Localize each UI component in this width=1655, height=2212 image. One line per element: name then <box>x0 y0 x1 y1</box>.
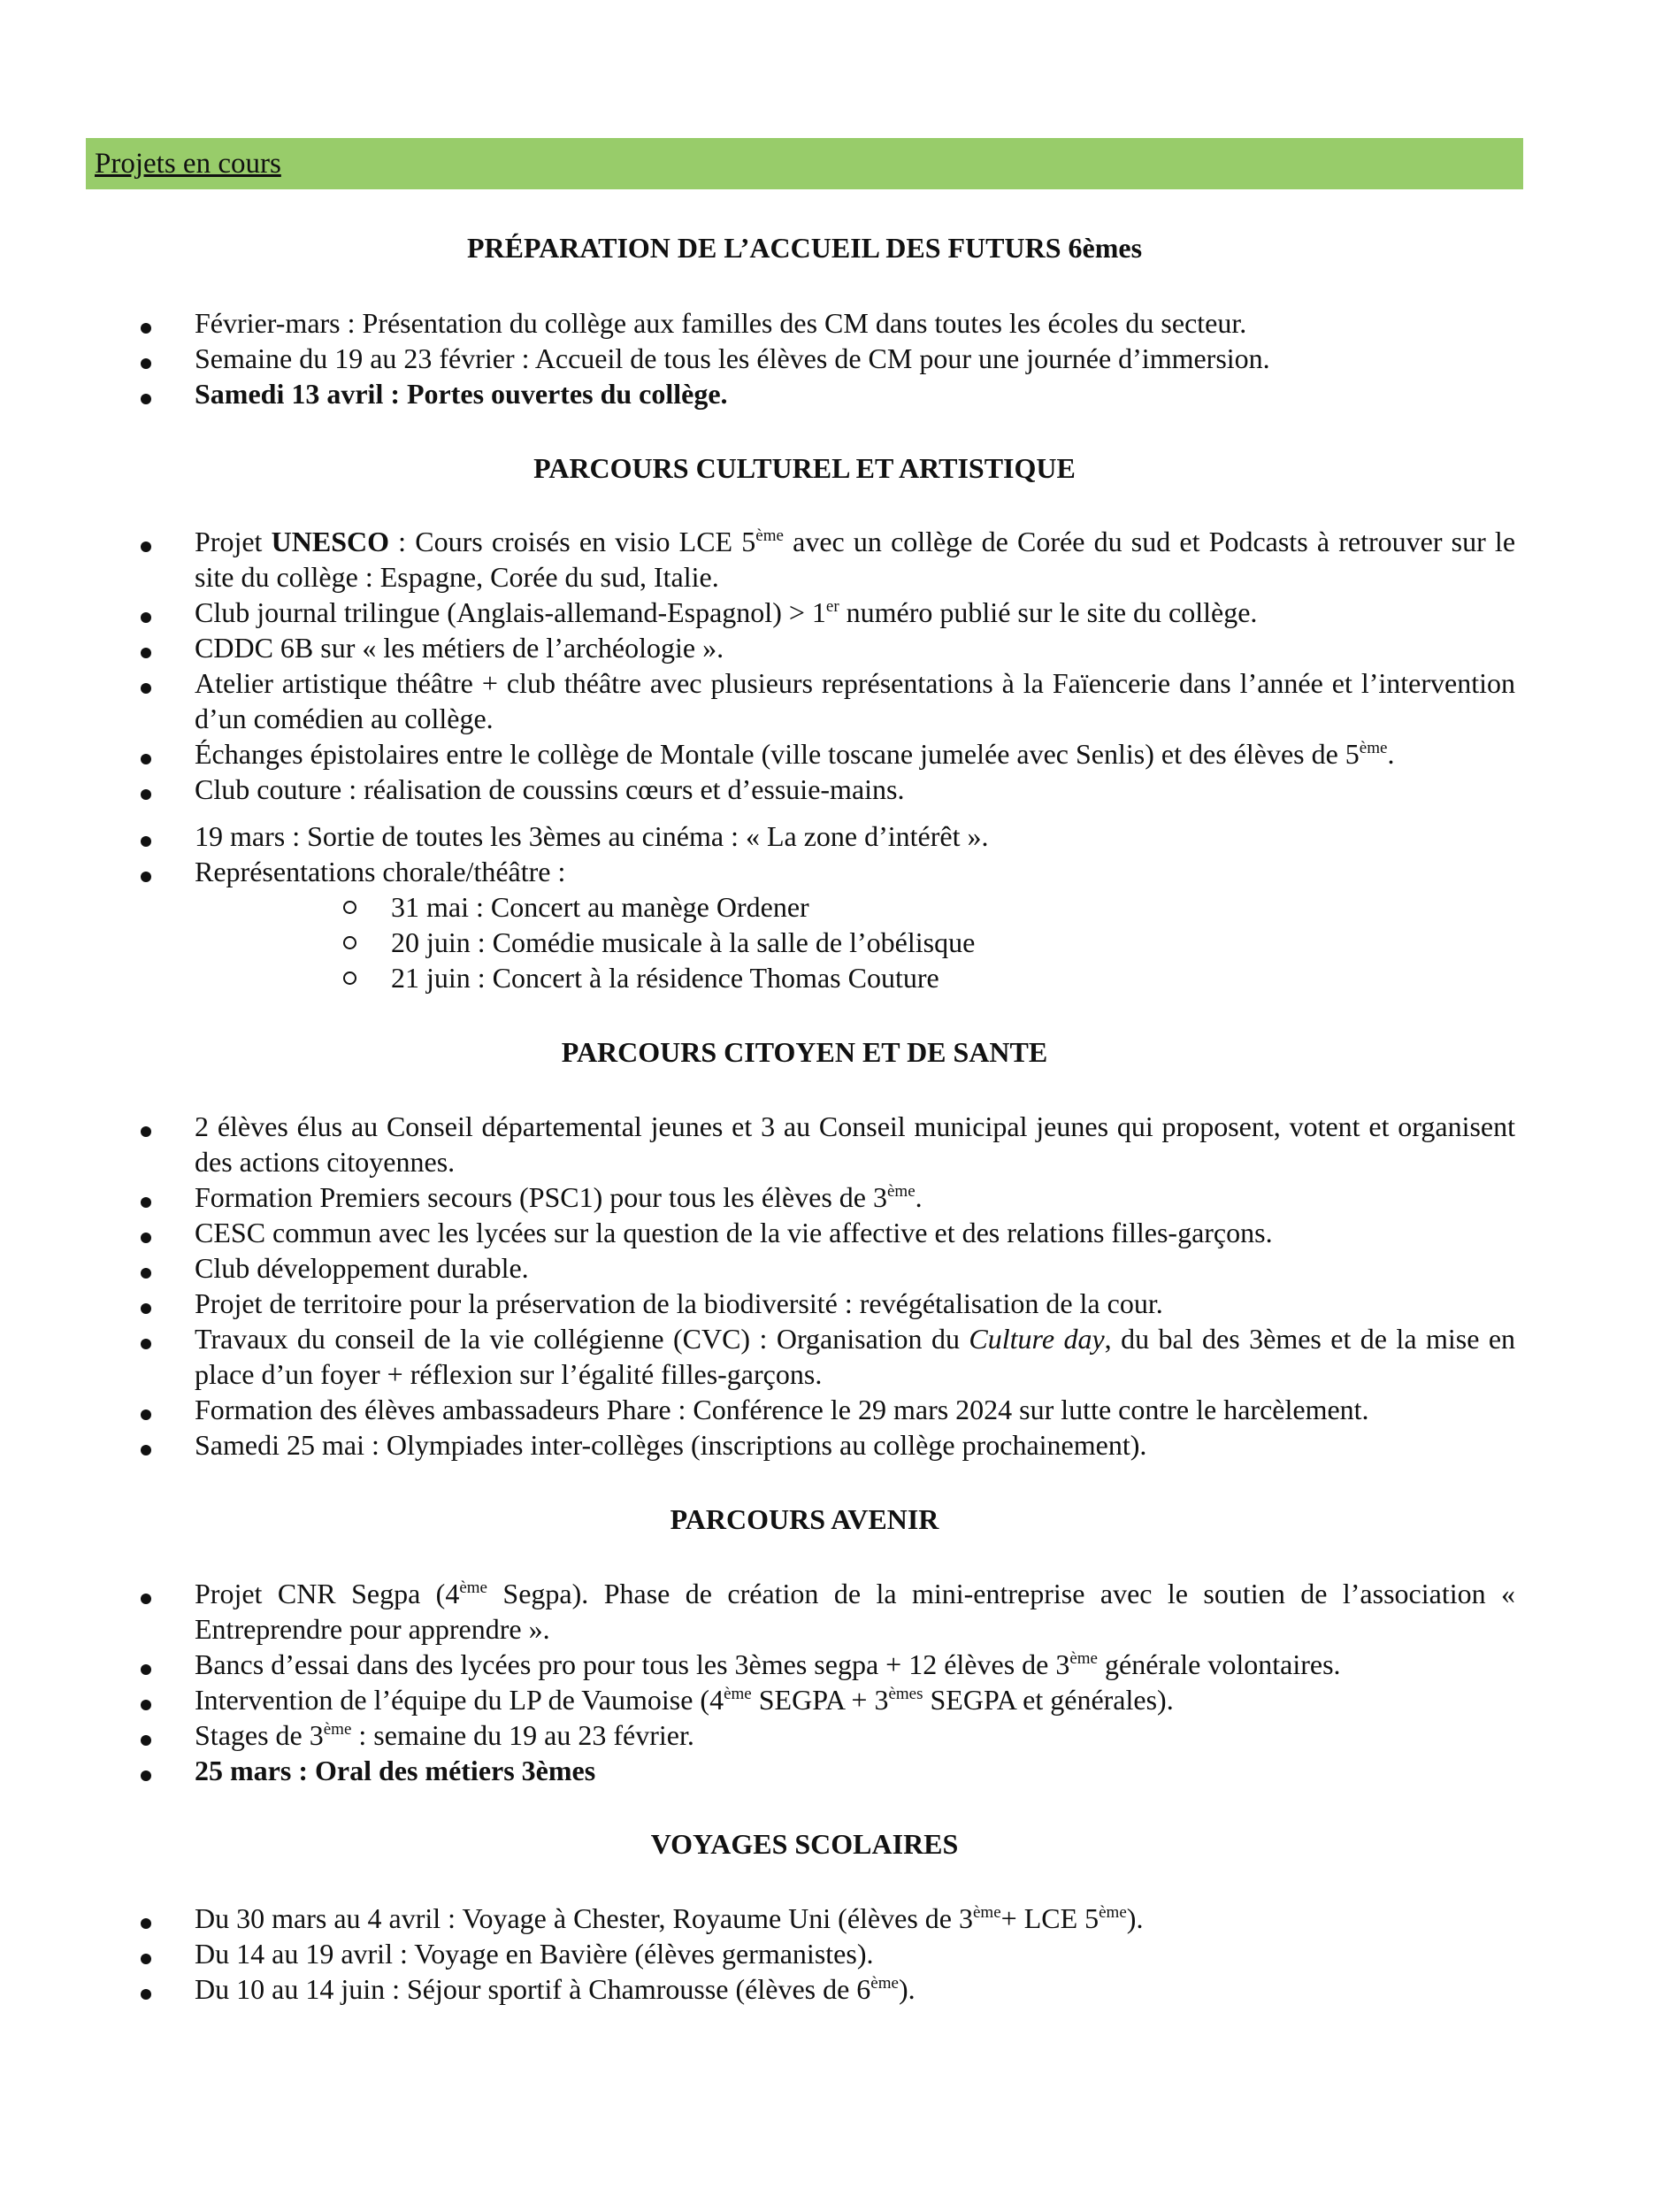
bullet <box>141 1770 151 1781</box>
bullet <box>141 1233 151 1243</box>
bullet <box>141 836 151 847</box>
text: ). <box>898 1973 916 2005</box>
bullet <box>141 1197 151 1208</box>
superscript: ème <box>1099 1903 1127 1922</box>
list-item: Club développement durable. <box>195 1252 529 1284</box>
bullet <box>141 1954 151 1964</box>
bullet <box>141 1303 151 1314</box>
sub-bullet <box>343 901 356 914</box>
text: SEGPA et générales). <box>923 1684 1174 1716</box>
sub-list-item: 20 juin : Comédie musicale à la salle de l’obélisque <box>391 926 976 958</box>
sub-bullet <box>343 972 356 985</box>
heading-accueil: PRÉPARATION DE L’ACCUEIL DES FUTURS 6èmes <box>466 232 1143 264</box>
bullet <box>141 1918 151 1929</box>
text: avec un collège de Corée du sud et Podcasts à retrouver sur le site du collège : Espagne, Corée du sud, Italie. <box>195 526 1516 593</box>
list-item <box>195 1647 1515 1682</box>
list-item: CESC commun avec les lycées sur la question de la vie affective et des relations filles-garçons. <box>195 1217 1273 1248</box>
list-item: Projet de territoire pour la préservation de la biodiversité : revégétalisation de la cour. <box>195 1287 1163 1319</box>
text: Travaux du conseil de la vie collégienne (CVC) : Organisation du <box>195 1323 969 1355</box>
bullet <box>141 612 151 623</box>
bullet <box>141 1700 151 1710</box>
text-italic: Culture day <box>969 1323 1105 1355</box>
list-item <box>195 1179 1515 1215</box>
list-item: Semaine du 19 au 23 février : Accueil de tous les élèves de CM pour une journée d’immersion. <box>195 342 1270 374</box>
superscript: ème <box>459 1578 487 1597</box>
text: : semaine du 19 au 23 février. <box>351 1719 694 1751</box>
text: Échanges épistolaires entre le collège de Montale (ville toscane jumelée avec Senlis) et des élèves de 5 <box>195 738 1360 770</box>
bullet <box>141 1664 151 1675</box>
list-item: Samedi 25 mai : Olympiades inter-collèges (inscriptions au collège prochainement). <box>195 1429 1147 1461</box>
list-item: Février-mars : Présentation du collège aux familles des CM dans toutes les écoles du secteur. <box>195 307 1247 339</box>
superscript: ème <box>1069 1649 1098 1668</box>
bullet <box>141 394 151 404</box>
text: Intervention de l’équipe du LP de Vaumoise (4 <box>195 1684 724 1716</box>
list-item: 2 élèves élus au Conseil départemental jeunes et 3 au Conseil municipal jeunes qui proposent, votent et organisent des actions citoyennes. <box>195 1110 1515 1178</box>
text: Bancs d’essai dans des lycées pro pour tous les 3èmes segpa + 12 élèves de 3 <box>195 1648 1070 1680</box>
bullet <box>141 323 151 334</box>
text: SEGPA + 3 <box>751 1684 889 1716</box>
superscript: ème <box>870 1974 899 1993</box>
list-item: Formation des élèves ambassadeurs Phare : Conférence le 29 mars 2024 sur lutte contre le harcèlement. <box>195 1394 1369 1425</box>
list-item: 25 mars : Oral des métiers 3èmes <box>195 1755 596 1786</box>
list-item <box>195 1971 1515 2007</box>
bullet <box>141 1339 151 1349</box>
superscript: ème <box>724 1685 752 1703</box>
bullet <box>141 1594 151 1604</box>
list-item <box>195 595 1515 630</box>
text: . <box>1387 738 1395 770</box>
list-item <box>195 524 1515 595</box>
bullet <box>141 1989 151 2000</box>
superscript: ème <box>755 526 784 545</box>
bullet <box>141 754 151 764</box>
list-item: Samedi 13 avril : Portes ouvertes du collège. <box>195 378 728 410</box>
bullet <box>141 1445 151 1455</box>
superscript: ème <box>887 1182 916 1201</box>
superscript: ème <box>323 1720 352 1739</box>
section-banner <box>86 138 1523 189</box>
sub-bullet <box>343 936 356 949</box>
text: Stages de 3 <box>195 1719 324 1751</box>
text: numéro publié sur le site du collège. <box>839 596 1258 628</box>
banner-label: Projets en cours <box>95 148 281 180</box>
list-item: Club couture : réalisation de coussins cœurs et d’essuie-mains. <box>195 773 905 805</box>
heading-avenir: PARCOURS AVENIR <box>670 1503 939 1535</box>
bullet <box>141 872 151 882</box>
superscript: èmes <box>888 1685 923 1703</box>
sub-list-item: 21 juin : Concert à la résidence Thomas Couture <box>391 962 939 994</box>
text: , du bal des 3èmes et de la mise en place d’un foyer + réflexion sur l’égalité filles-garçons. <box>195 1323 1516 1390</box>
text: . <box>915 1181 923 1213</box>
heading-citoyen: PARCOURS CITOYEN ET DE SANTE <box>561 1036 1048 1068</box>
text: générale volontaires. <box>1098 1648 1341 1680</box>
text: Projet CNR Segpa (4 <box>195 1578 460 1609</box>
list-item: CDDC 6B sur « les métiers de l’archéologie ». <box>195 632 724 664</box>
list-item <box>195 1717 1515 1753</box>
text: + LCE 5 <box>1000 1902 1100 1934</box>
text-strong: UNESCO <box>271 526 389 557</box>
list-item <box>195 1576 1515 1647</box>
text: Segpa). Phase de création de la mini-entreprise avec le soutien de l’association « Entreprendre pour apprendre ». <box>195 1578 1516 1645</box>
text: Formation Premiers secours (PSC1) pour tous les élèves de 3 <box>195 1181 887 1213</box>
list-item: 19 mars : Sortie de toutes les 3èmes au cinéma : « La zone d’intérêt ». <box>195 820 989 852</box>
bullet <box>141 1735 151 1746</box>
superscript: ème <box>972 1903 1001 1922</box>
superscript: er <box>825 597 839 616</box>
heading-voyages: VOYAGES SCOLAIRES <box>650 1828 959 1860</box>
bullet <box>141 358 151 369</box>
text: Du 10 au 14 juin : Séjour sportif à Chamrousse (élèves de 6 <box>195 1973 871 2005</box>
list-item <box>195 1901 1515 1936</box>
text: Projet <box>195 526 272 557</box>
bullet <box>141 648 151 658</box>
list-item: Représentations chorale/théâtre : <box>195 856 566 887</box>
superscript: ème <box>1359 739 1388 757</box>
list-item: Du 14 au 19 avril : Voyage en Bavière (élèves germanistes). <box>195 1938 874 1970</box>
text: Du 30 mars au 4 avril : Voyage à Chester, Royaume Uni (élèves de 3 <box>195 1902 973 1934</box>
text: : Cours croisés en visio LCE 5 <box>388 526 756 557</box>
list-item <box>195 1321 1515 1392</box>
list-item <box>195 736 1515 772</box>
bullet <box>141 1268 151 1279</box>
bullet <box>141 1126 151 1137</box>
list-item: Atelier artistique théâtre + club théâtre avec plusieurs représentations à la Faïencerie dans l’année et l’intervention d’un comédien au collège. <box>195 667 1515 734</box>
text: ). <box>1126 1902 1144 1934</box>
bullet <box>141 1409 151 1420</box>
bullet <box>141 683 151 694</box>
bullet <box>141 789 151 800</box>
bullet <box>141 541 151 552</box>
list-item <box>195 1682 1515 1717</box>
text: Club journal trilingue (Anglais-allemand-Espagnol) > 1 <box>195 596 826 628</box>
heading-culturel: PARCOURS CULTUREL ET ARTISTIQUE <box>533 452 1076 484</box>
sub-list-item: 31 mai : Concert au manège Ordener <box>391 891 809 923</box>
